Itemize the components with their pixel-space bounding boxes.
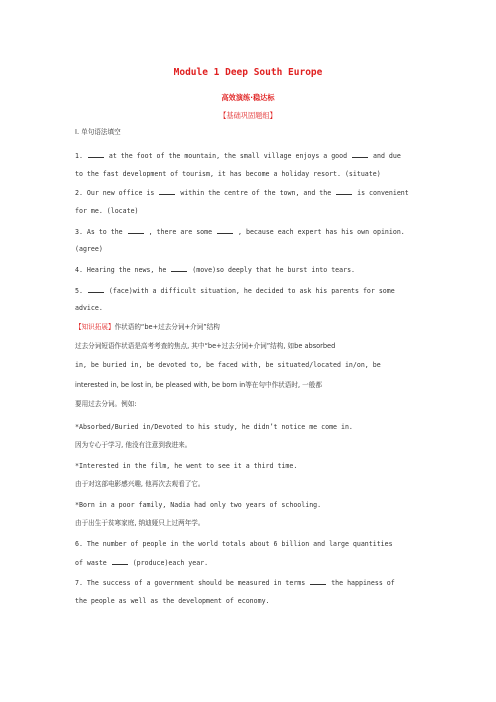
question-1-line-2: to the fast development of tourism, it has become a holiday resort. (situate) — [75, 170, 381, 178]
answer-blank — [128, 227, 144, 234]
question-5-line-2: advice. — [75, 304, 103, 312]
question-3-line-2: (agree) — [75, 245, 103, 253]
question-1-line-1: 1. at the foot of the mountain, the small village enjoys a good and due — [75, 152, 401, 160]
question-2-line-1: 2. Our new office is within the centre of the town, and the is convenient — [75, 189, 409, 197]
answer-blank — [159, 188, 175, 195]
example-2-chinese: 由于对这部电影感兴趣, 他再次去观看了它。 — [75, 480, 205, 488]
question-6-line-1: 6. The number of people in the world totals about 6 billion and large quantities — [75, 540, 393, 548]
knowledge-tag: 【知识拓展】 — [75, 323, 115, 331]
answer-blank — [310, 578, 326, 585]
question-3-line-1: 3. As to the , there are some , because each expert has his own opinion. — [75, 228, 405, 236]
knowledge-para-line-3: interested in, be lost in, be pleased with, be born in等在句中作状语时, 一般都 — [75, 381, 322, 389]
question-6-line-2: of waste (produce)each year. — [75, 559, 209, 567]
knowledge-para-line-4: 要用过去分词。例如: — [75, 400, 137, 408]
example-2-english: *Interested in the film, he went to see it a third time. — [75, 462, 298, 470]
answer-blank — [171, 265, 187, 272]
example-1-english: *Absorbed/Buried in/Devoted to his study, he didn’t notice me come in. — [75, 423, 353, 431]
answer-blank — [112, 558, 128, 565]
knowledge-para-line-2: in, be buried in, be devoted to, be faced with, be situated/located in/on, be — [75, 361, 381, 369]
knowledge-heading: 【知识拓展】作状语的“be+过去分词+介词”结构 — [75, 323, 220, 331]
answer-blank — [352, 151, 368, 158]
module-title: Module 1 Deep South Europe — [173, 67, 323, 78]
example-3-english: *Born in a poor family, Nadia had only two years of schooling. — [75, 501, 322, 509]
question-7-line-2: the people as well as the development of economy. — [75, 597, 270, 605]
answer-blank — [217, 227, 233, 234]
question-7-line-1: 7. The success of a government should be measured in terms the happiness of — [75, 579, 395, 587]
example-1-chinese: 因为专心于学习, 他没有注意到我进来。 — [75, 441, 192, 449]
section-heading: Ⅰ. 单句语法填空 — [75, 128, 121, 136]
question-2-line-2: for me. (locate) — [75, 207, 139, 215]
knowledge-para-line-1: 过去分词短语作状语是高考考查的焦点, 其中“be+过去分词+介词”结构, 如be absorbed — [75, 342, 336, 350]
question-5-line-1: 5. (face)with a difficult situation, he decided to ask his parents for some — [75, 287, 395, 295]
section-tag: 【基础巩固题组】 — [219, 111, 277, 120]
question-4: 4. Hearing the news, he (move)so deeply that he burst into tears. — [75, 266, 356, 274]
answer-blank — [88, 286, 104, 293]
answer-blank — [88, 151, 104, 158]
example-3-chinese: 由于出生于贫寒家庭, 纳迪娅只上过两年学。 — [75, 519, 205, 527]
answer-blank — [336, 188, 352, 195]
section-subtitle: 高效演练·稳达标 — [221, 93, 275, 102]
